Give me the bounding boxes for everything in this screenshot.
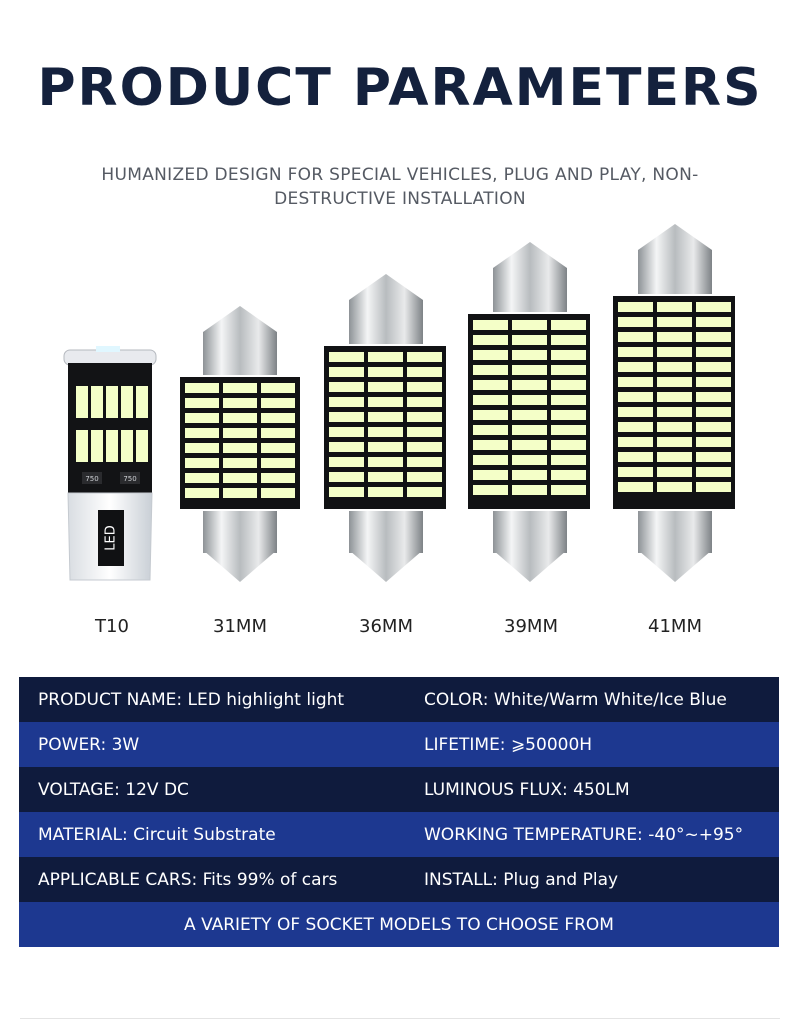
spec-row: [19, 857, 779, 902]
spec-row: [19, 812, 779, 857]
spec-color: COLOR: White/Warm White/Ice Blue: [424, 689, 727, 710]
festoon-39mm: [468, 242, 590, 582]
spec-luminous-flux: LUMINOUS FLUX: 450LM: [424, 779, 630, 800]
led-vertical-text: LED: [103, 525, 119, 551]
festoon-36mm: [324, 274, 446, 582]
spec-row: [19, 767, 779, 812]
subtitle-line-1: HUMANIZED DESIGN FOR SPECIAL VEHICLES, PLUG AND PLAY, NON-: [101, 165, 699, 185]
spec-row: [19, 677, 779, 722]
spec-install: INSTALL: Plug and Play: [424, 869, 619, 890]
chip-mark-1: 750: [85, 475, 99, 483]
bulb-label-t10: T10: [95, 616, 129, 637]
bulb-label-31mm: 31MM: [213, 616, 267, 637]
spec-material: MATERIAL: Circuit Substrate: [38, 824, 276, 845]
spec-voltage: VOLTAGE: 12V DC: [38, 779, 189, 800]
subtitle: [80, 163, 720, 211]
page-title: PRODUCT PARAMETERS: [37, 58, 763, 118]
subtitle-line-2: DESTRUCTIVE INSTALLATION: [274, 189, 526, 209]
socket-models-banner: A VARIETY OF SOCKET MODELS TO CHOOSE FROM: [19, 902, 779, 947]
bulbs-illustration: [0, 220, 800, 610]
divider: [20, 1018, 780, 1019]
spec-product-name: PRODUCT NAME: LED highlight light: [38, 689, 345, 710]
festoon-41mm: [613, 224, 735, 582]
bulb-label-41mm: 41MM: [648, 616, 702, 637]
bulb-label-36mm: 36MM: [359, 616, 413, 637]
spec-row: [19, 722, 779, 767]
t10-bulb: [64, 346, 156, 580]
chip-mark-2: 750: [123, 475, 137, 483]
spec-applicable-cars: APPLICABLE CARS: Fits 99% of cars: [38, 869, 338, 890]
spec-table: [19, 677, 779, 947]
spec-power: POWER: 3W: [38, 734, 140, 755]
bulb-label-39mm: 39MM: [504, 616, 558, 637]
spec-working-temperature: WORKING TEMPERATURE: -40°~+95°: [424, 824, 744, 845]
festoon-31mm: [180, 306, 300, 582]
spec-lifetime: LIFETIME: ⩾50000H: [424, 734, 593, 755]
